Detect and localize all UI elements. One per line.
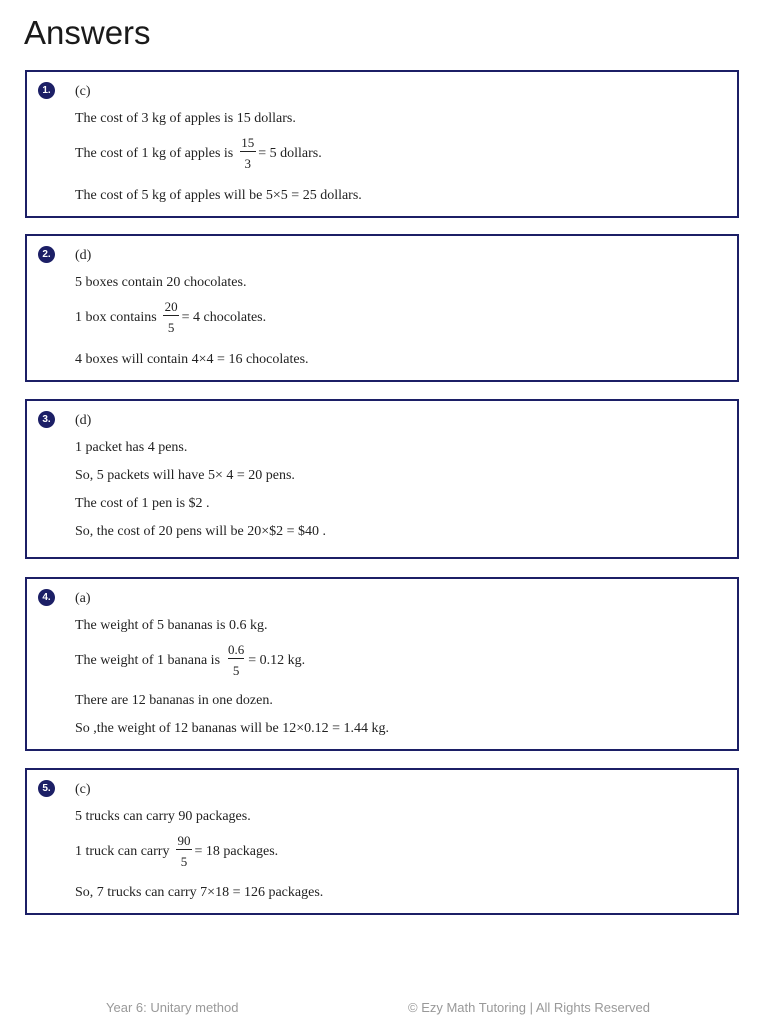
fraction-prefix: 1 truck can carry [75,843,170,859]
fraction-denominator: 3 [240,151,256,172]
answer-line: So, 5 packets will have 5× 4 = 20 pens. [75,468,295,483]
fraction-numerator: 20 [164,299,178,314]
answer-choice: (a) [75,591,91,606]
answer-line: The cost of 1 pen is $2 . [75,496,210,511]
footer-copyright: © Ezy Math Tutoring | All Rights Reserved [408,1000,650,1015]
fraction-suffix: = 0.12 kg. [248,652,306,668]
fraction-prefix: The weight of 1 banana is [75,652,221,668]
answer-line: The weight of 5 bananas is 0.6 kg. [75,618,268,633]
fraction-numerator: 90 [177,833,191,848]
answer-fraction-line [75,298,266,336]
answer-choice: (c) [75,84,91,99]
answer-fraction-line [75,641,305,679]
answer-line: The cost of 3 kg of apples is 15 dollars. [75,111,296,126]
answer-fraction-line [75,134,322,172]
answer-fraction-line [75,832,278,870]
fraction [239,134,256,172]
fraction-suffix: = 5 dollars. [258,145,322,161]
fraction-suffix: = 18 packages. [194,843,279,859]
question-number-badge: 2. [38,246,55,263]
fraction-numerator: 0.6 [228,642,245,657]
fraction-prefix: 1 box contains [75,309,157,325]
answer-box-3 [25,399,739,559]
fraction [175,832,192,870]
answer-choice: (d) [75,413,92,428]
answer-line: So ,the weight of 12 bananas will be 12×0.12 = 1.44 kg. [75,721,390,736]
answer-line: 4 boxes will contain 4×4 = 16 chocolates. [75,352,309,367]
answer-line: So, the cost of 20 pens will be 20×$2 = $40 . [75,524,327,539]
fraction-suffix: = 4 chocolates. [181,309,267,325]
answer-box-2 [25,234,739,382]
answer-choice: (d) [75,248,92,263]
fraction-prefix: The cost of 1 kg of apples is [75,145,234,161]
answer-box-1 [25,70,739,218]
question-number-badge: 1. [38,82,55,99]
question-number-badge: 4. [38,589,55,606]
answer-box-5 [25,768,739,915]
fraction-denominator: 5 [176,849,192,870]
answer-box-4 [25,577,739,751]
footer-topic: Year 6: Unitary method [106,1000,239,1015]
fraction [163,298,180,336]
question-number-badge: 5. [38,780,55,797]
answer-line: There are 12 bananas in one dozen. [75,693,273,708]
fraction-denominator: 5 [228,658,244,679]
fraction-denominator: 5 [163,315,179,336]
answer-choice: (c) [75,782,91,797]
fraction-numerator: 15 [241,135,255,150]
answer-line: The cost of 5 kg of apples will be 5×5 = 25 dollars. [75,188,362,203]
answer-line: 5 trucks can carry 90 packages. [75,809,251,824]
answer-line: 5 boxes contain 20 chocolates. [75,275,247,290]
answer-line: 1 packet has 4 pens. [75,440,188,455]
question-number-badge: 3. [38,411,55,428]
fraction [226,641,246,679]
page-title: Answers [24,14,151,51]
answer-line: So, 7 trucks can carry 7×18 = 126 packages. [75,885,324,900]
